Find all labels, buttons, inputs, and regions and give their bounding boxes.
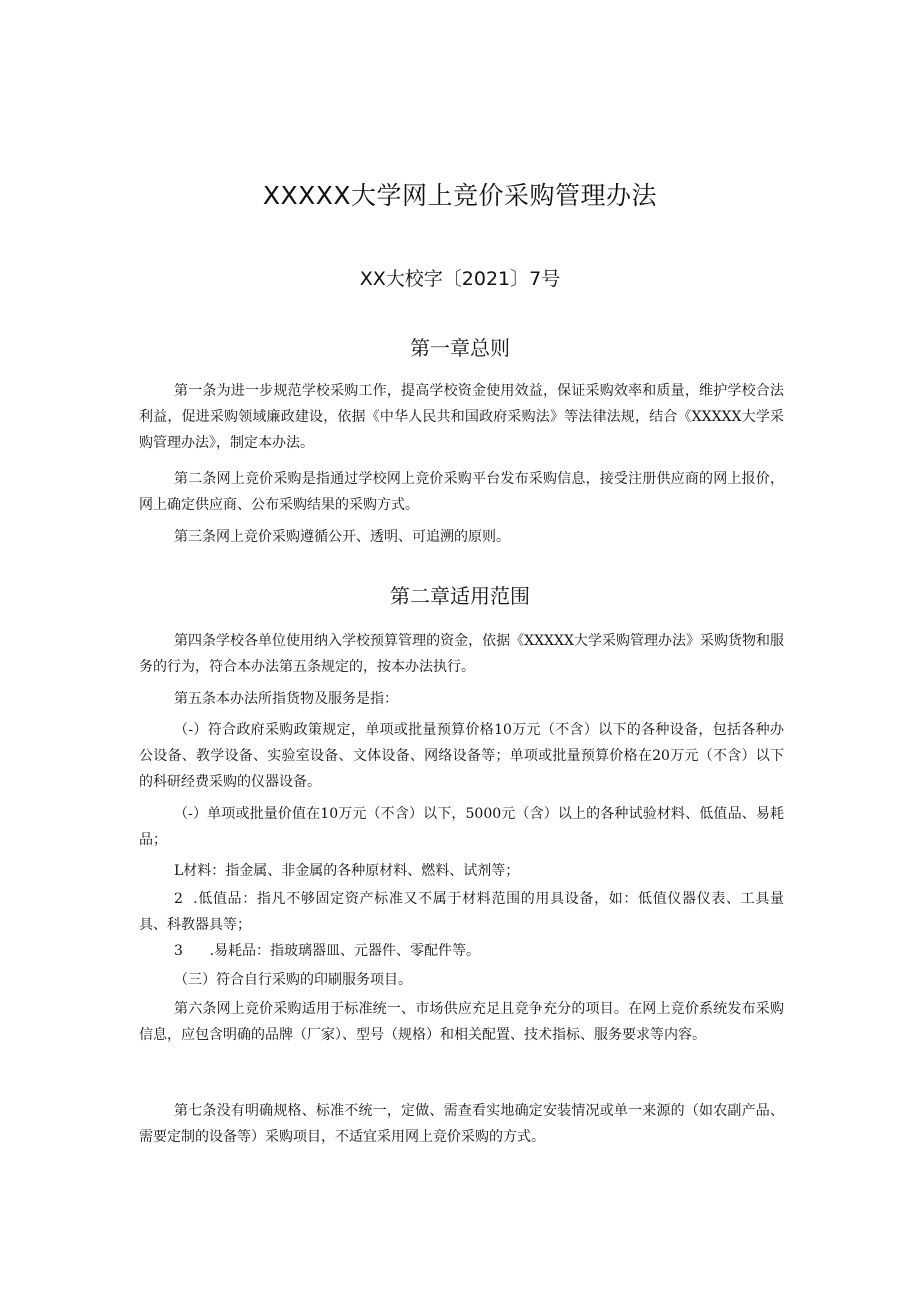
clause-materials: （-）单项或批量价值在10万元（不含）以下，5000元（含）以上的各种试验材料、低值品、易耗品；: [139, 806, 784, 848]
article-5: 第五条本办法所指货物及服务是指：: [174, 691, 398, 707]
clause-equipment: （-）符合政府采购政策规定，单项或批量预算价格10万元（不含）以下的各种设备，包括各种办公设备、教学设备、实验室设备、文体设备、网络设备等；单项或批量预算价格在20万元（不含）以下的科研经费采购的仪器设备。: [139, 722, 784, 790]
item-low-value: 2 .低值品：指凡不够固定资产标准又不属于材料范围的用具设备，如：低值仪器仪表、工具量具、科教器具等；: [139, 891, 784, 933]
article-7: 第七条没有明确规格、标准不统一，定做、需查看实地确定安装情况或单一来源的（如农副产品、需要定制的设备等）采购项目，不适宜采用网上竞价采购的方式。: [139, 1103, 784, 1145]
chapter-heading-1: 第一章总则: [410, 336, 510, 360]
chapter-heading-2: 第二章适用范围: [390, 584, 530, 608]
clause-printing: （三）符合自行采购的印刷服务项目。: [174, 972, 412, 988]
document-title: XXXXX大学网上竞价采购管理办法: [262, 181, 658, 210]
document-number: XX大校字〔2021〕7号: [359, 268, 561, 290]
item-materials: L材料：指金属、非金属的各种原材料、燃料、试剂等；: [174, 863, 520, 879]
article-1: 第一条为进一步规范学校采购工作，提高学校资金使用效益，保证采购效率和质量，维护学校合法利益，促进采购领域廉政建设，依据《中华人民共和国政府采购法》等法律法规，结合《XXXXX大学采购管理办法》，制定本办法。: [139, 383, 784, 451]
article-6: 第六条网上竞价采购适用于标准统一、市场供应充足且竞争充分的项目。在网上竞价系统发布采购信息，应包含明确的品牌（厂家）、型号（规格）和相关配置、技术指标、服务要求等内容。: [139, 1001, 784, 1043]
article-4: 第四条学校各单位使用纳入学校预算管理的资金，依据《XXXXX大学采购管理办法》采购货物和服务的行为，符合本办法第五条规定的，按本办法执行。: [139, 633, 784, 675]
article-3: 第三条网上竞价采购遵循公开、透明、可追溯的原则。: [174, 529, 510, 545]
article-2: 第二条网上竞价采购是指通过学校网上竞价采购平台发布采购信息，接受注册供应商的网上报价，网上确定供应商、公布采购结果的采购方式。: [139, 471, 784, 513]
item-consumables: 3 .易耗品：指玻璃器皿、元器件、零配件等。: [174, 943, 481, 959]
